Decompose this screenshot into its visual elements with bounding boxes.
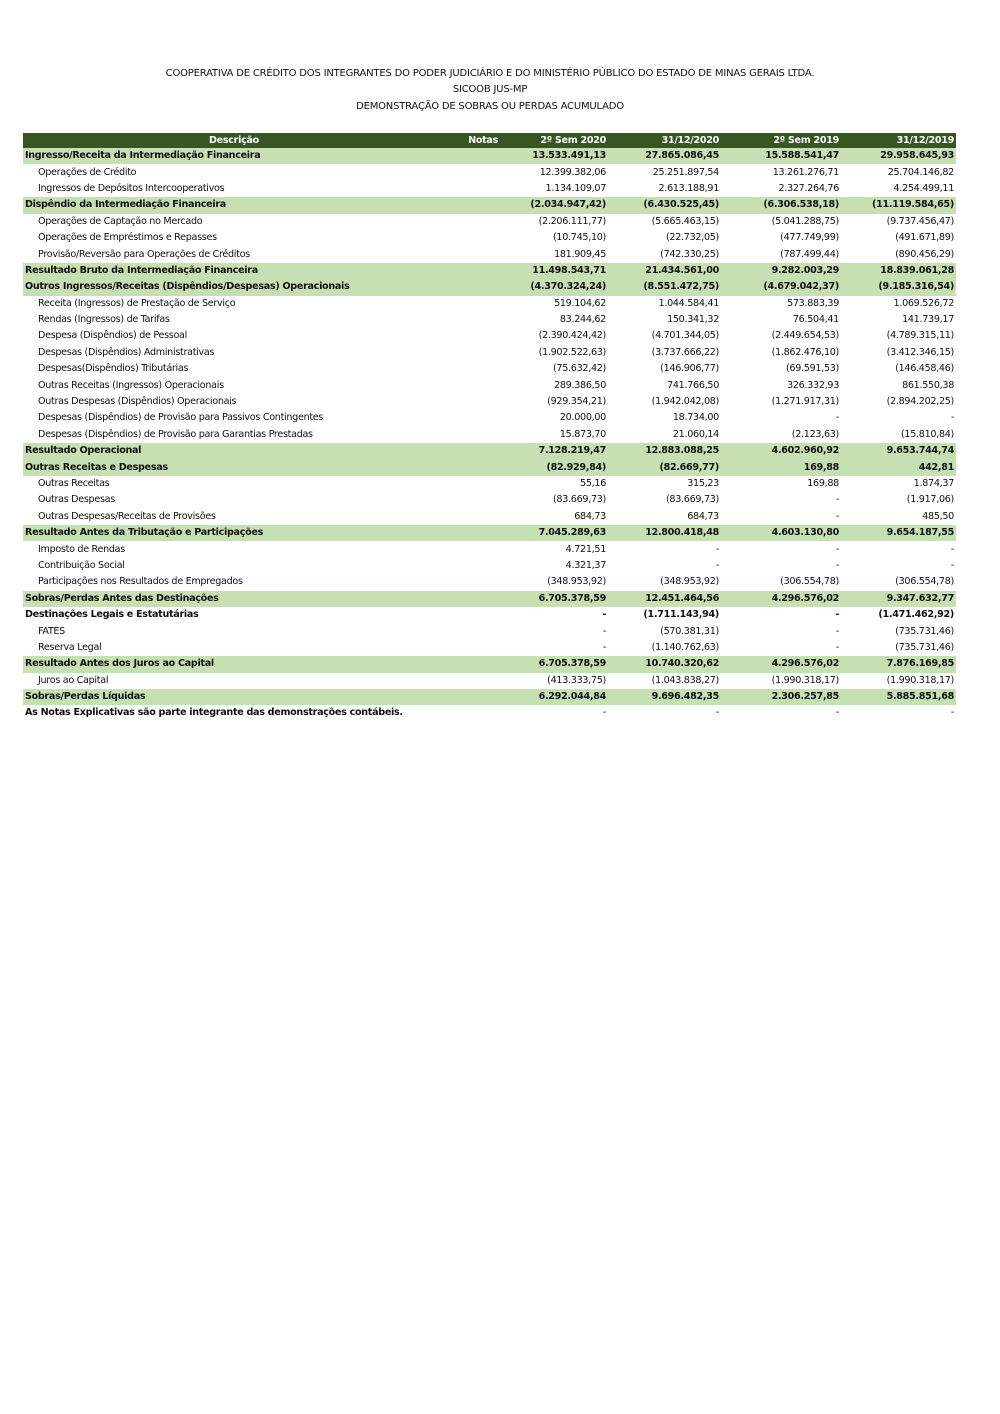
row-value: 326.332,93: [787, 379, 839, 391]
row-value: 684,73: [574, 510, 606, 522]
row-value: (306.554,78): [780, 576, 839, 588]
row-label: Contribuição Social: [38, 559, 125, 571]
table-row: [23, 230, 956, 246]
table-row: [23, 214, 956, 230]
row-notes: [445, 509, 500, 525]
row-label: Despesas (Dispêndios) Administrativas: [38, 346, 215, 358]
row-value: -: [715, 559, 719, 571]
row-label: Outras Despesas (Dispêndios) Operacionais: [38, 396, 237, 408]
row-label: Participações nos Resultados de Empregados: [38, 576, 243, 588]
row-value: 4.254.499,11: [893, 182, 954, 194]
row-value: (146.906,77): [660, 363, 719, 375]
row-value: (146.458,46): [895, 363, 954, 375]
row-value: 169,88: [807, 478, 839, 489]
row-value: (1.990.318,17): [771, 674, 839, 686]
row-value: (83.669,73): [665, 494, 719, 506]
row-value: (8.551.472,75): [608, 279, 721, 295]
row-value: (348.953,92): [660, 576, 719, 588]
row-value: 9.696.482,35: [608, 689, 721, 705]
row-label: Provisão/Reversão para Operações de Créditos: [38, 248, 250, 260]
row-value: (787.499,44): [780, 248, 839, 260]
row-value: 11.498.543,71: [500, 263, 608, 279]
row-label: Rendas (Ingressos) de Tarifas: [38, 314, 170, 326]
row-value: (6.430.525,45): [608, 197, 721, 213]
row-value: (306.554,78): [895, 576, 954, 588]
row-value: (1.140.762,63): [651, 641, 719, 653]
row-value: 7.128.219,47: [500, 443, 608, 459]
row-value: 4.296.576,02: [721, 656, 841, 672]
table-row-section: [23, 148, 956, 164]
table-row: [23, 164, 956, 180]
row-value: 7.045.289,63: [500, 525, 608, 541]
table-row: [23, 574, 956, 590]
row-value: 1.069.526,72: [893, 297, 954, 309]
row-value: (82.929,84): [500, 459, 608, 475]
row-value: (1.990.318,17): [886, 674, 954, 686]
row-value: -: [602, 625, 606, 637]
row-label: Dispêndio da Intermediação Financeira: [23, 197, 445, 213]
table-row: [23, 296, 956, 312]
row-value: -: [835, 412, 839, 424]
income-statement-table: [23, 133, 956, 722]
row-value: -: [950, 707, 954, 719]
row-value: 13.533.491,13: [500, 148, 608, 164]
row-value: (1.942.042,08): [651, 396, 719, 408]
row-notes: [445, 427, 500, 443]
row-value: (477.749,99): [780, 232, 839, 244]
column-header-2sem-2020: 2º Sem 2020: [500, 133, 608, 148]
row-value: -: [835, 609, 839, 621]
table-row: [23, 181, 956, 197]
row-label: Operações de Crédito: [38, 166, 137, 178]
row-value: 4.321,37: [565, 559, 606, 571]
table-row: [23, 377, 956, 393]
row-value: (348.953,92): [547, 576, 606, 588]
company-name: COOPERATIVA DE CRÉDITO DOS INTEGRANTES DO PODER JUDICIÁRIO E DO MINISTÉRIO PÚBLICO DO ESTADO DE MINAS GERAIS LTDA.: [165, 68, 815, 79]
row-value: (570.381,31): [660, 625, 719, 637]
table-row: [23, 394, 956, 410]
row-value: (82.669,77): [608, 459, 721, 475]
table-row-section: [23, 459, 956, 475]
row-value: (1.862.476,10): [771, 346, 839, 358]
row-notes: [445, 410, 500, 426]
row-value: 861.550,38: [902, 379, 954, 391]
table-row-section: [23, 279, 956, 295]
column-header-2020: 31/12/2020: [608, 133, 721, 148]
row-value: (4.370.324,24): [500, 279, 608, 295]
table-row: [23, 623, 956, 639]
row-value: -: [715, 707, 719, 719]
row-value: -: [835, 707, 839, 719]
row-notes: [445, 263, 500, 279]
row-value: (3.737.666,22): [651, 346, 719, 358]
row-label: Operações de Captação no Mercado: [38, 215, 203, 227]
row-notes: [445, 443, 500, 459]
table-row: [23, 345, 956, 361]
table-row: [23, 328, 956, 344]
row-value: 1.874,37: [913, 478, 954, 489]
row-value: 684,73: [687, 510, 719, 522]
row-value: 15.873,70: [559, 428, 606, 440]
row-label: Resultado Antes dos Juros ao Capital: [23, 656, 445, 672]
row-value: 12.883.088,25: [608, 443, 721, 459]
row-value: (491.671,89): [895, 232, 954, 244]
row-notes: [445, 623, 500, 639]
table-row-section: [23, 656, 956, 672]
row-notes: [445, 673, 500, 689]
row-value: (2.206.111,77): [538, 215, 606, 227]
row-value: 9.654.187,55: [841, 525, 956, 541]
row-notes: [445, 476, 500, 492]
row-label: Resultado Bruto da Intermediação Financeira: [23, 263, 445, 279]
row-value: 21.060,14: [672, 428, 719, 440]
row-value: 2.327.264,76: [778, 182, 839, 194]
row-notes: [445, 197, 500, 213]
row-value: (69.591,53): [785, 363, 839, 375]
row-label: Juros ao Capital: [38, 674, 109, 686]
table-row-section: [23, 689, 956, 705]
row-value: (10.745,10): [552, 232, 606, 244]
row-label: Despesas(Dispêndios) Tributárias: [38, 363, 189, 375]
row-value: 7.876.169,85: [841, 656, 956, 672]
table-row: [23, 492, 956, 508]
row-value: 150.341,32: [667, 314, 719, 326]
table-row-section: [23, 443, 956, 459]
row-value: (1.902.522,63): [538, 346, 606, 358]
row-value: (1.043.838,27): [651, 674, 719, 686]
row-label: Resultado Antes da Tributação e Participações: [23, 525, 445, 541]
row-notes: [445, 181, 500, 197]
row-value: (735.731,46): [895, 641, 954, 653]
row-value: 289.386,50: [554, 379, 606, 391]
row-value: 6.705.378,59: [500, 656, 608, 672]
row-value: 18.734,00: [672, 412, 719, 424]
row-value: 4.721,51: [565, 543, 606, 555]
row-value: 15.588.541,47: [721, 148, 841, 164]
row-value: 442,81: [841, 459, 956, 475]
row-value: 9.282.003,29: [721, 263, 841, 279]
row-value: (9.737.456,47): [886, 215, 954, 227]
report-title: DEMONSTRAÇÃO DE SOBRAS OU PERDAS ACUMULADO: [356, 101, 624, 112]
table-row: [23, 673, 956, 689]
row-value: (75.632,42): [552, 363, 606, 375]
row-value: 76.504,41: [792, 314, 839, 326]
table-row: [23, 640, 956, 656]
row-label: Receita (Ingressos) de Prestação de Serviço: [38, 297, 236, 309]
row-notes: [445, 459, 500, 475]
row-notes: [445, 541, 500, 557]
row-label: Sobras/Perdas Antes das Destinações: [23, 591, 445, 607]
row-value: 20.000,00: [559, 412, 606, 424]
row-notes: [445, 591, 500, 607]
row-value: 12.451.464,56: [608, 591, 721, 607]
row-notes: [445, 312, 500, 328]
row-value: 9.347.632,77: [841, 591, 956, 607]
company-short-name: SICOOB JUS-MP: [452, 84, 528, 95]
row-value: 2.306.257,85: [721, 689, 841, 705]
row-value: -: [835, 641, 839, 653]
row-value: (3.412.346,15): [886, 346, 954, 358]
row-value: -: [715, 543, 719, 555]
row-label: Imposto de Rendas: [38, 543, 125, 555]
table-row: [23, 427, 956, 443]
row-notes: [445, 394, 500, 410]
row-value: (83.669,73): [552, 494, 606, 506]
row-value: 485,50: [922, 510, 954, 522]
row-value: -: [835, 625, 839, 637]
row-notes: [445, 296, 500, 312]
row-value: -: [602, 641, 606, 653]
row-value: (5.041.288,75): [771, 215, 839, 227]
row-value: (2.390.424,42): [538, 330, 606, 342]
row-value: -: [835, 543, 839, 555]
row-value: 1.134.109,07: [545, 182, 606, 194]
row-label: Outras Receitas: [38, 478, 110, 489]
row-label: Ingressos de Depósitos Intercooperativos: [38, 182, 225, 194]
table-row-section: [23, 525, 956, 541]
row-label: Reserva Legal: [38, 641, 102, 653]
row-value: 4.296.576,02: [721, 591, 841, 607]
row-notes: [445, 361, 500, 377]
column-header-2sem-2019: 2º Sem 2019: [721, 133, 841, 148]
row-value: (4.679.042,37): [721, 279, 841, 295]
row-value: 4.602.960,92: [721, 443, 841, 459]
row-value: (4.789.315,11): [886, 330, 954, 342]
row-value: (5.665.463,15): [651, 215, 719, 227]
column-header-2019: 31/12/2019: [841, 133, 956, 148]
row-value: 573.883,39: [787, 297, 839, 309]
row-value: 18.839.061,28: [841, 263, 956, 279]
row-value: 25.704.146,82: [887, 166, 954, 178]
row-notes: [445, 705, 500, 721]
row-notes: [445, 345, 500, 361]
row-value: -: [602, 609, 606, 621]
row-label: Outras Despesas/Receitas de Provisões: [38, 510, 216, 522]
row-value: (22.732,05): [665, 232, 719, 244]
row-label: Outros Ingressos/Receitas (Dispêndios/Despesas) Operacionais: [23, 279, 445, 295]
row-value: 741.766,50: [667, 379, 719, 391]
row-label: As Notas Explicativas são parte integrante das demonstrações contábeis.: [25, 707, 403, 719]
row-notes: [445, 230, 500, 246]
table-row-section: [23, 591, 956, 607]
column-header-notes: Notas: [445, 133, 500, 148]
row-notes: [445, 525, 500, 541]
row-value: -: [835, 510, 839, 522]
table-row: [23, 246, 956, 262]
row-notes: [445, 214, 500, 230]
row-label: Ingresso/Receita da Intermediação Financeira: [23, 148, 445, 164]
row-value: -: [602, 707, 606, 719]
row-value: 25.251.897,54: [652, 166, 719, 178]
row-value: (2.894.202,25): [886, 396, 954, 408]
row-value: (1.917,06): [906, 494, 954, 506]
row-label: FATES: [38, 625, 65, 637]
row-notes: [445, 279, 500, 295]
row-value: (2.034.947,42): [500, 197, 608, 213]
row-notes: [445, 558, 500, 574]
row-label: Destinações Legais e Estatutárias: [25, 609, 199, 621]
table-row-section: [23, 197, 956, 213]
row-label: Despesas (Dispêndios) de Provisão para Passivos Contingentes: [38, 412, 324, 424]
row-value: 83.244,62: [559, 314, 606, 326]
row-value: 55,16: [580, 478, 606, 489]
table-body: [23, 148, 956, 722]
row-value: 169,88: [721, 459, 841, 475]
row-value: 2.613.188,91: [658, 182, 719, 194]
row-value: 12.399.382,06: [539, 166, 606, 178]
row-value: (15.810,84): [900, 428, 954, 440]
row-label: Outras Receitas (Ingressos) Operacionais: [38, 379, 224, 391]
row-value: (4.701.344,05): [651, 330, 719, 342]
row-label: Outras Despesas: [38, 494, 115, 506]
row-notes: [445, 656, 500, 672]
row-value: 12.800.418,48: [608, 525, 721, 541]
row-value: (9.185.316,54): [841, 279, 956, 295]
row-notes: [445, 328, 500, 344]
row-label: Despesas (Dispêndios) de Provisão para Garantias Prestadas: [38, 428, 313, 440]
table-row-bold: [23, 705, 956, 721]
row-value: (1.271.917,31): [771, 396, 839, 408]
row-value: 10.740.320,62: [608, 656, 721, 672]
column-header-description: Descrição: [23, 133, 445, 148]
table-header-row: [23, 133, 956, 148]
row-value: -: [835, 559, 839, 571]
row-value: -: [950, 543, 954, 555]
row-value: (1.471.462,92): [878, 609, 954, 621]
row-notes: [445, 574, 500, 590]
row-notes: [445, 377, 500, 393]
table-row: [23, 312, 956, 328]
row-value: (11.119.584,65): [841, 197, 956, 213]
row-value: 141.739,17: [902, 314, 954, 326]
row-notes: [445, 164, 500, 180]
row-label: Outras Receitas e Despesas: [23, 459, 445, 475]
row-value: (6.306.538,18): [721, 197, 841, 213]
row-value: (413.333,75): [547, 674, 606, 686]
row-notes: [445, 246, 500, 262]
row-value: 13.261.276,71: [772, 166, 839, 178]
row-value: 27.865.086,45: [608, 148, 721, 164]
row-value: 29.958.645,93: [841, 148, 956, 164]
row-value: (735.731,46): [895, 625, 954, 637]
row-value: 315,23: [687, 478, 719, 489]
row-notes: [445, 492, 500, 508]
row-notes: [445, 607, 500, 623]
table-row: [23, 410, 956, 426]
table-row-section: [23, 263, 956, 279]
table-row: [23, 509, 956, 525]
row-value: 6.705.378,59: [500, 591, 608, 607]
row-value: 1.044.584,41: [658, 297, 719, 309]
row-value: 9.653.744,74: [841, 443, 956, 459]
row-value: -: [835, 494, 839, 506]
row-value: 5.885.851,68: [841, 689, 956, 705]
table-row: [23, 361, 956, 377]
row-value: (890.456,29): [895, 248, 954, 260]
table-row: [23, 476, 956, 492]
row-value: -: [950, 412, 954, 424]
row-value: -: [950, 559, 954, 571]
row-value: (929.354,21): [547, 396, 606, 408]
row-value: 4.603.130,80: [721, 525, 841, 541]
table-row-bold: [23, 607, 956, 623]
row-value: (2.123,63): [791, 428, 839, 440]
row-notes: [445, 148, 500, 164]
row-value: 181.909,45: [554, 248, 606, 260]
row-label: Operações de Empréstimos e Repasses: [38, 232, 217, 244]
row-label: Resultado Operacional: [23, 443, 445, 459]
row-notes: [445, 689, 500, 705]
table-row: [23, 558, 956, 574]
row-value: (1.711.143,94): [643, 609, 719, 621]
row-value: 6.292.044,84: [500, 689, 608, 705]
table-row: [23, 541, 956, 557]
row-value: 21.434.561,00: [608, 263, 721, 279]
row-value: (742.330,25): [660, 248, 719, 260]
row-label: Sobras/Perdas Líquidas: [23, 689, 445, 705]
row-notes: [445, 640, 500, 656]
row-value: 519.104,62: [554, 297, 606, 309]
row-value: (2.449.654,53): [771, 330, 839, 342]
row-label: Despesa (Dispêndios) de Pessoal: [38, 330, 187, 342]
